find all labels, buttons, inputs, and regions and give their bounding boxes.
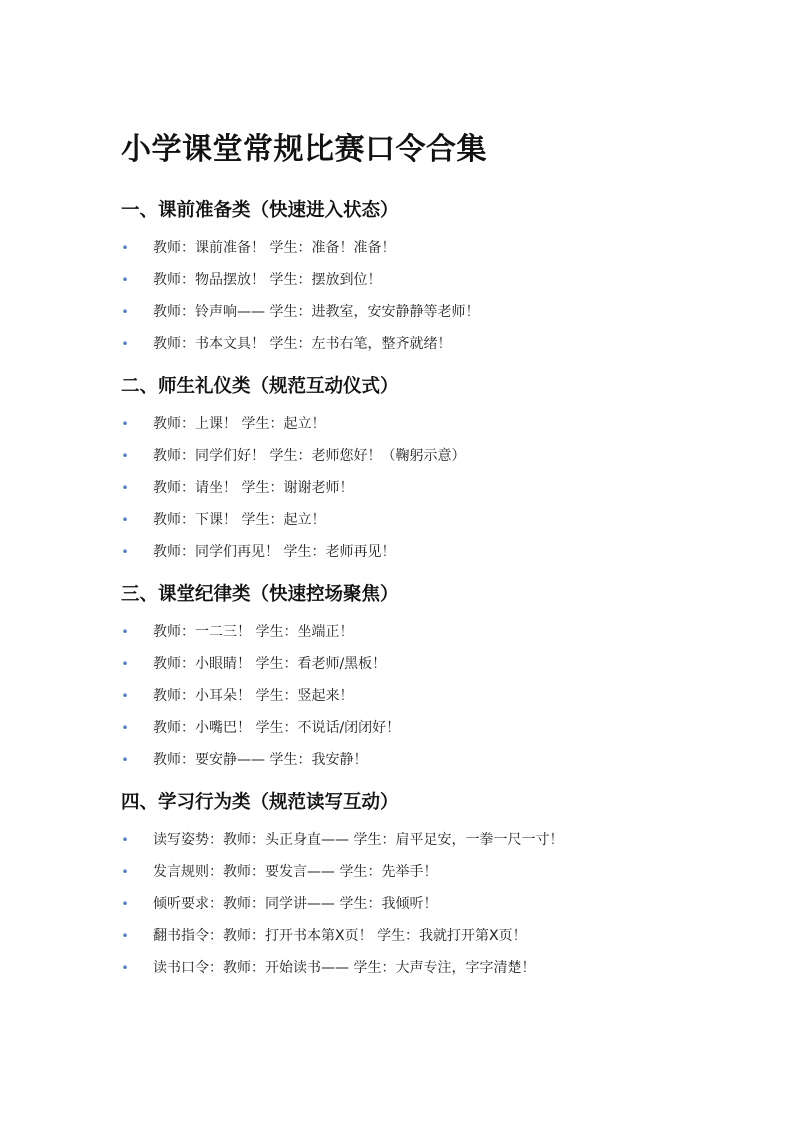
list-item bbox=[121, 824, 793, 856]
list-item bbox=[121, 680, 793, 712]
section-etiquette bbox=[121, 374, 793, 568]
list-item-text: 倾听要求：教师：同学讲—— 学生：我倾听！ bbox=[153, 896, 438, 912]
list-item bbox=[121, 856, 793, 888]
bullet-icon: • bbox=[121, 689, 129, 703]
command-list bbox=[121, 824, 793, 984]
bullet-icon: • bbox=[121, 929, 129, 943]
bullet-icon: • bbox=[121, 657, 129, 671]
list-item-text: 教师：物品摆放！ 学生：摆放到位！ bbox=[153, 272, 382, 288]
section-heading: 四、学习行为类（规范读写互动） bbox=[121, 792, 399, 813]
section-heading: 一、课前准备类（快速进入状态） bbox=[121, 200, 399, 221]
command-list bbox=[121, 616, 793, 776]
list-item-text: 教师：书本文具！ 学生：左书右笔，整齐就绪！ bbox=[153, 336, 452, 352]
bullet-icon: • bbox=[121, 865, 129, 879]
list-item bbox=[121, 328, 793, 360]
bullet-icon: • bbox=[121, 753, 129, 767]
bullet-icon: • bbox=[121, 337, 129, 351]
command-list bbox=[121, 408, 793, 568]
list-item bbox=[121, 264, 793, 296]
section-pre-class bbox=[121, 198, 793, 360]
bullet-icon: • bbox=[121, 449, 129, 463]
list-item bbox=[121, 472, 793, 504]
bullet-icon: • bbox=[121, 961, 129, 975]
bullet-icon: • bbox=[121, 833, 129, 847]
bullet-icon: • bbox=[121, 545, 129, 559]
bullet-icon: • bbox=[121, 625, 129, 639]
list-item bbox=[121, 616, 793, 648]
list-item-text: 教师：小眼睛！ 学生：看老师/黑板！ bbox=[153, 656, 387, 672]
bullet-icon: • bbox=[121, 241, 129, 255]
list-item bbox=[121, 712, 793, 744]
list-item-text: 教师：铃声响—— 学生：进教室，安安静静等老师！ bbox=[153, 304, 480, 320]
list-item-text: 读书口令：教师：开始读书—— 学生：大声专注，字字清楚！ bbox=[153, 960, 536, 976]
list-item-text: 教师：一二三！ 学生：坐端正！ bbox=[153, 624, 354, 640]
command-list bbox=[121, 232, 793, 360]
bullet-icon: • bbox=[121, 481, 129, 495]
bullet-icon: • bbox=[121, 417, 129, 431]
list-item-text: 教师：小嘴巴！ 学生：不说话/闭闭好！ bbox=[153, 720, 401, 736]
list-item bbox=[121, 296, 793, 328]
bullet-icon: • bbox=[121, 305, 129, 319]
list-item-text: 教师：同学们再见！ 学生：老师再见！ bbox=[153, 544, 396, 560]
section-discipline bbox=[121, 582, 793, 776]
list-item-text: 教师：同学们好！ 学生：老师您好！（鞠躬示意） bbox=[153, 448, 466, 464]
list-item-text: 教师：上课！ 学生：起立！ bbox=[153, 416, 326, 432]
section-heading: 二、师生礼仪类（规范互动仪式） bbox=[121, 376, 399, 397]
list-item bbox=[121, 504, 793, 536]
list-item-text: 教师：要安静—— 学生：我安静！ bbox=[153, 752, 368, 768]
bullet-icon: • bbox=[121, 273, 129, 287]
list-item bbox=[121, 408, 793, 440]
list-item-text: 教师：课前准备！ 学生：准备！准备！ bbox=[153, 240, 396, 256]
document-title: 小学课堂常规比赛口令合集 bbox=[121, 132, 487, 167]
list-item-text: 翻书指令：教师：打开书本第X页！ 学生：我就打开第X页！ bbox=[153, 928, 527, 944]
bullet-icon: • bbox=[121, 721, 129, 735]
list-item bbox=[121, 232, 793, 264]
section-learning-behavior bbox=[121, 790, 793, 984]
list-item bbox=[121, 440, 793, 472]
list-item bbox=[121, 744, 793, 776]
list-item bbox=[121, 888, 793, 920]
list-item-text: 教师：小耳朵！ 学生：竖起来！ bbox=[153, 688, 354, 704]
list-item-text: 读写姿势：教师：头正身直—— 学生：肩平足安，一拳一尺一寸！ bbox=[153, 832, 564, 848]
bullet-icon: • bbox=[121, 897, 129, 911]
list-item bbox=[121, 536, 793, 568]
list-item bbox=[121, 648, 793, 680]
list-item-text: 发言规则：教师：要发言—— 学生：先举手！ bbox=[153, 864, 438, 880]
list-item-text: 教师：请坐！ 学生：谢谢老师！ bbox=[153, 480, 354, 496]
section-heading: 三、课堂纪律类（快速控场聚焦） bbox=[121, 584, 399, 605]
list-item-text: 教师：下课！ 学生：起立！ bbox=[153, 512, 326, 528]
list-item bbox=[121, 920, 793, 952]
list-item bbox=[121, 952, 793, 984]
bullet-icon: • bbox=[121, 513, 129, 527]
